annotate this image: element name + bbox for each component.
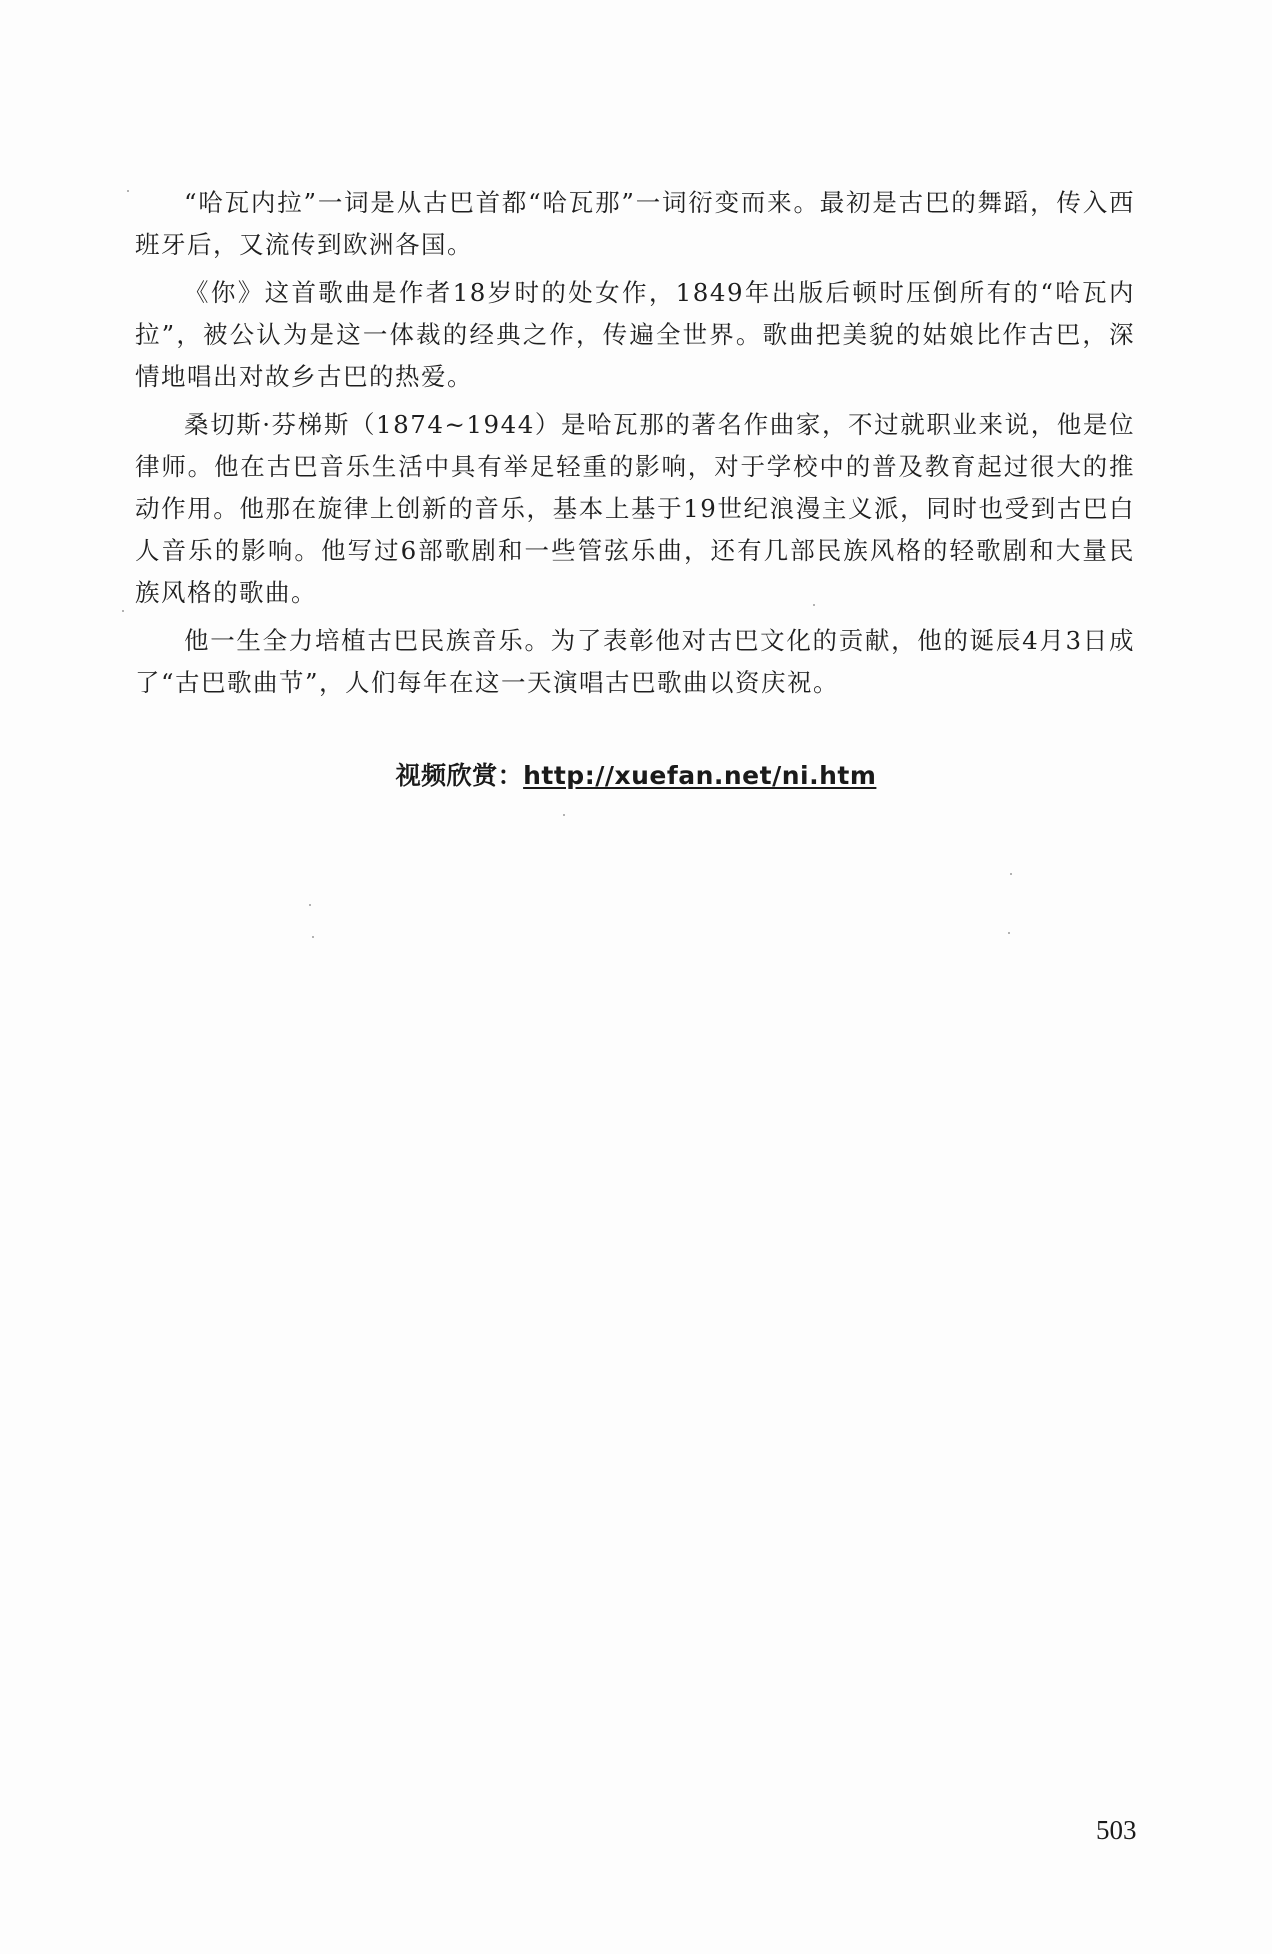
video-label: 视频欣赏： [395, 761, 524, 790]
scan-speck [563, 814, 565, 816]
paragraph-cuban-song-day: 他一生全力培植古巴民族音乐。为了表彰他对古巴文化的贡献，他的诞辰4月3日成了“古巴歌曲节”，人们每年在这一天演唱古巴歌曲以资庆祝。 [135, 626, 1135, 697]
page-number: 503 [1096, 1815, 1137, 1845]
paragraph-habanera-origin: “哈瓦内拉”一词是从古巴首都“哈瓦那”一词衍变而来。最初是古巴的舞蹈，传入西班牙后，又流传到欧洲各国。 [135, 188, 1135, 259]
scan-speck [1008, 932, 1010, 934]
scan-speck [813, 604, 815, 606]
scan-speck [127, 190, 129, 192]
video-link[interactable]: http://xuefan.net/ni.htm [523, 761, 877, 790]
paragraph-song-ni: 《你》这首歌曲是作者18岁时的处女作，1849年出版后顿时压倒所有的“哈瓦内拉”，被公认为是这一体裁的经典之作，传遍全世界。歌曲把美貌的姑娘比作古巴，深情地唱出对故乡古巴的热爱。 [135, 278, 1135, 391]
body-text [135, 182, 1135, 710]
scan-speck [122, 610, 124, 612]
scan-speck [1010, 873, 1012, 875]
scan-speck [309, 904, 311, 906]
video-appreciation-line [0, 756, 1272, 792]
scan-speck [312, 936, 314, 938]
paragraph-composer-bio: 桑切斯·芬梯斯（1874~1944）是哈瓦那的著名作曲家，不过就职业来说，他是位律师。他在古巴音乐生活中具有举足轻重的影响，对于学校中的普及教育起过很大的推动作用。他那在旋律上创新的音乐，基本上基于19世纪浪漫主义派，同时也受到古巴白人音乐的影响。他写过6部歌剧和一些管弦乐曲，还有几部民族风格的轻歌剧和大量民族风格的歌曲。 [135, 410, 1135, 607]
